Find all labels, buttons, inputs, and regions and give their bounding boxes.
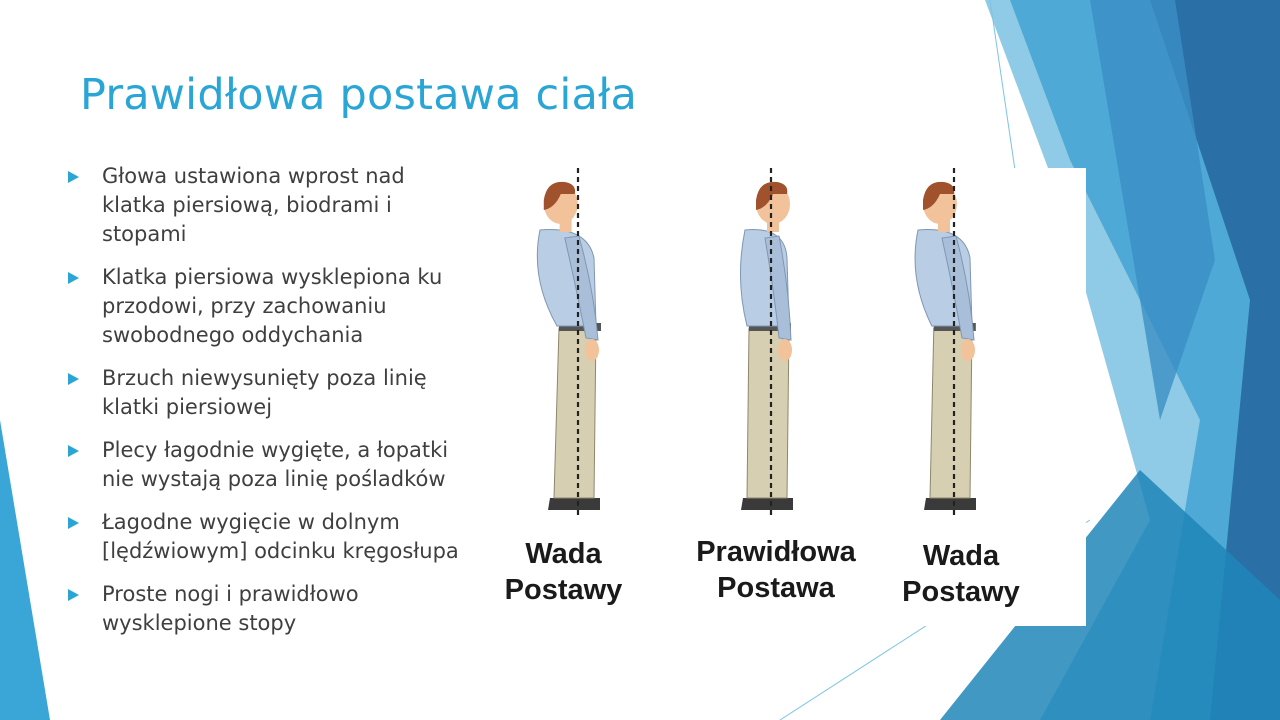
bullet-item <box>66 263 466 350</box>
bullet-text: Łagodne wygięcie w dolnym [lędźwiowym] odcinku kręgosłupa <box>102 510 459 563</box>
caption-bad-posture-right <box>886 538 1036 610</box>
shoe <box>924 498 976 510</box>
caption-correct-posture <box>676 534 876 606</box>
bullet-list <box>66 162 466 652</box>
hand <box>778 339 792 361</box>
bullet-arrow-icon <box>68 517 79 529</box>
bullet-arrow-icon <box>68 589 79 601</box>
bullet-text: Proste nogi i prawidłowo wysklepione stopy <box>102 582 359 635</box>
bullet-item <box>66 162 466 249</box>
bullet-item <box>66 436 466 494</box>
posture-figures <box>486 168 1086 528</box>
bullet-text: Brzuch niewysunięty poza linię klatki piersiowej <box>102 366 427 419</box>
hand <box>961 339 975 361</box>
shoe <box>741 498 793 510</box>
bullet-arrow-icon <box>68 445 79 457</box>
bullet-text: Głowa ustawiona wprost nad klatka piersiową, biodrami i stopami <box>102 164 405 246</box>
bullet-text: Klatka piersiowa wysklepiona ku przodowi, przy zachowaniu swobodnego oddychania <box>102 265 443 347</box>
bullet-item <box>66 508 466 566</box>
bullet-arrow-icon <box>68 373 79 385</box>
caption-line2: Postawa <box>717 572 835 604</box>
bullet-text: Plecy łagodnie wygięte, a łopatki nie wystają poza linię pośladków <box>102 438 449 491</box>
bullet-item <box>66 364 466 422</box>
shoe <box>548 498 600 510</box>
caption-bad-posture-left <box>486 536 641 608</box>
caption-line1: Prawidłowa <box>696 536 856 568</box>
caption-line2: Postawy <box>902 576 1020 608</box>
bullet-item <box>66 580 466 638</box>
hand <box>585 339 599 361</box>
slide-title: Prawidłowa postawa ciała <box>80 70 638 120</box>
deco-shape-left <box>0 420 50 720</box>
bullet-arrow-icon <box>68 272 79 284</box>
bullet-arrow-icon <box>68 171 79 183</box>
caption-line1: Wada <box>525 538 602 570</box>
caption-line1: Wada <box>922 540 1000 572</box>
posture-illustration <box>486 168 1086 626</box>
caption-line2: Postawy <box>504 574 623 606</box>
